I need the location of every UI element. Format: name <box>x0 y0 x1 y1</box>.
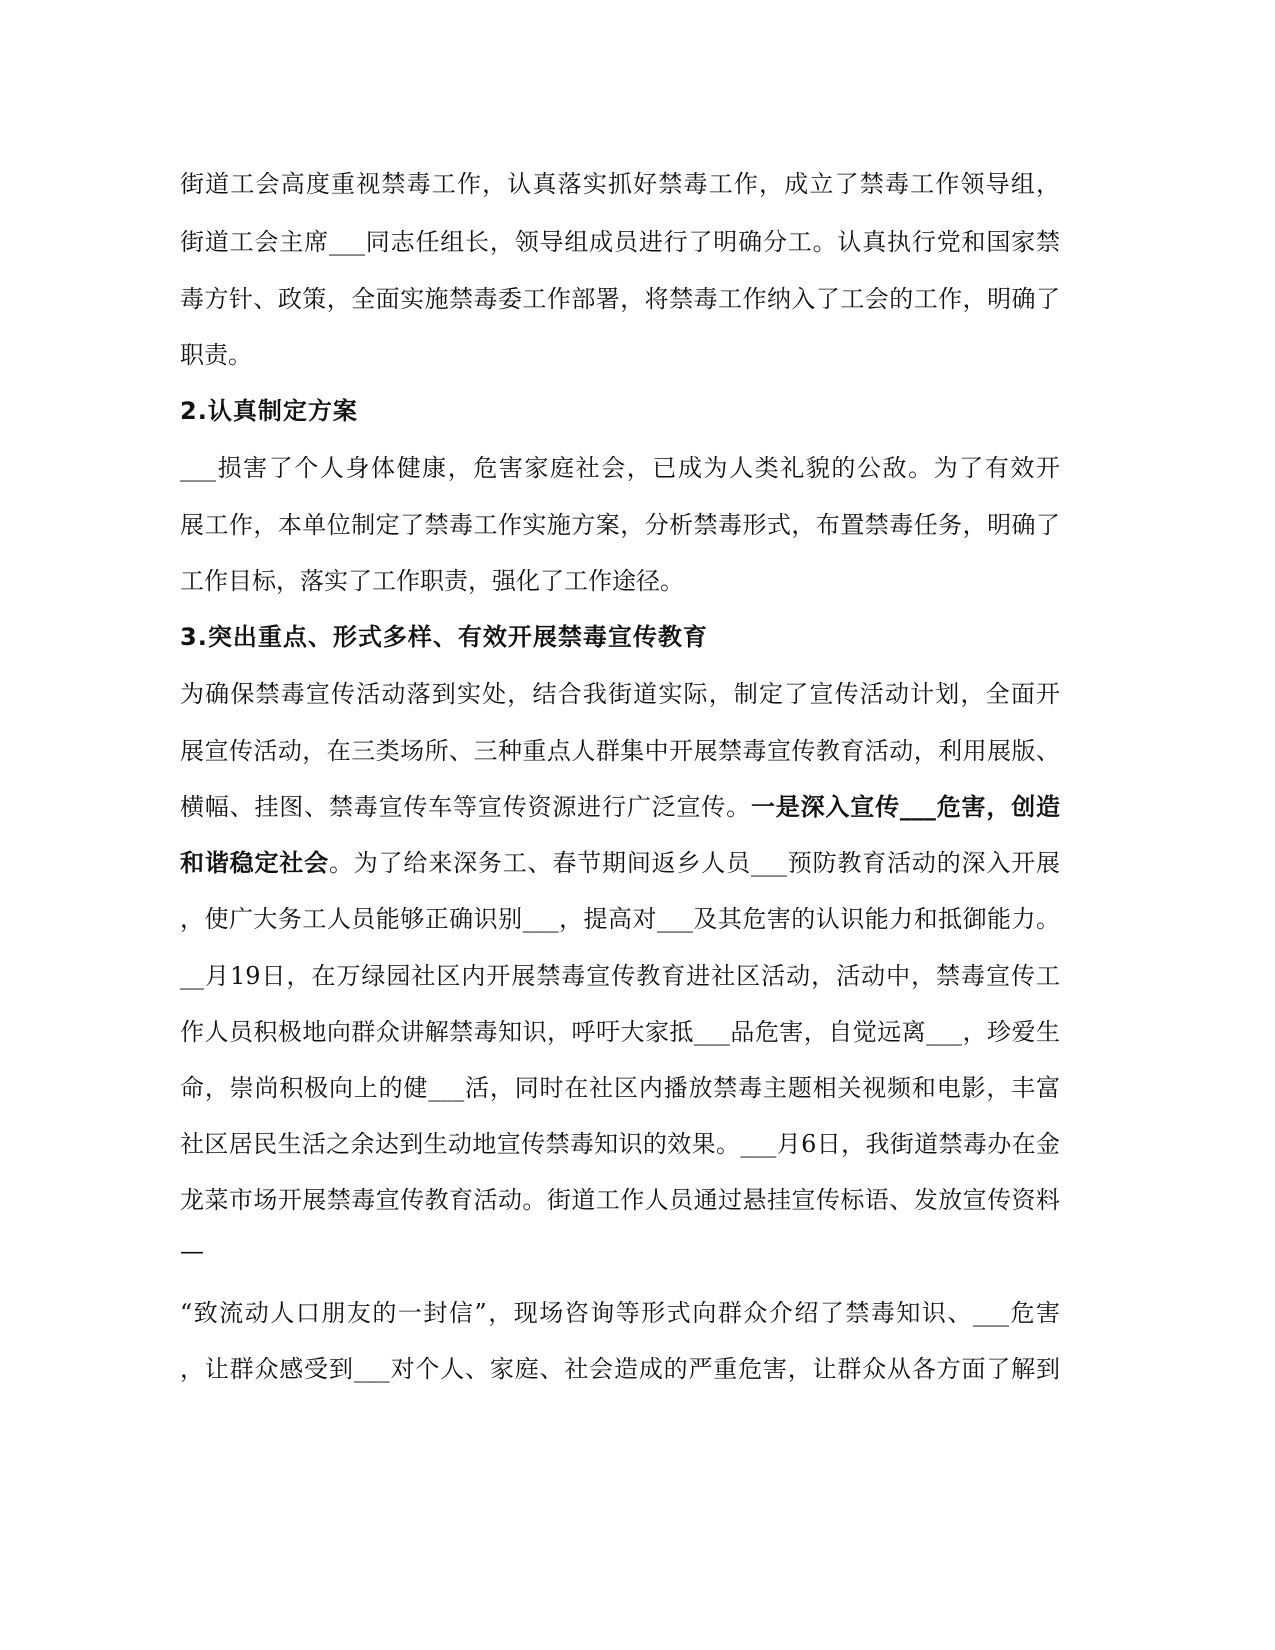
paragraph-3-line-9: 社区居民生活之余达到生动地宣传禁毒知识的效果。___月6日，我街道禁毒办在金 <box>180 1130 1060 1158</box>
section-heading-3: 3.突出重点、形式多样、有效开展禁毒宣传教育 <box>180 623 708 651</box>
section-heading-2: 2.认真制定方案 <box>180 397 358 425</box>
paragraph-2-line-3: 工作目标，落实了工作职责，强化了工作途径。 <box>180 567 684 595</box>
paragraph-3-line-4 <box>180 848 1060 878</box>
paragraph-3-line-13: ，让群众感受到___对个人、家庭、社会造成的严重危害，让群众从各方面了解到 <box>180 1355 1060 1383</box>
paragraph-3-line-12: “致流动人口朋友的一封信”，现场咨询等形式向群众介绍了禁毒知识、___危害 <box>180 1299 1060 1327</box>
paragraph-1-line-1: 街道工会高度重视禁毒工作，认真落实抓好禁毒工作，成立了禁毒工作领导组， <box>180 170 1060 198</box>
paragraph-3-line-6: __月19日，在万绿园社区内开展禁毒宣传教育进社区活动，活动中，禁毒宣传工 <box>180 962 1060 990</box>
paragraph-3-line-3-bold: 一是深入宣传___危害，创造 <box>750 792 1061 821</box>
paragraph-3-line-5: ，使广大务工人员能够正确识别___，提高对___及其危害的认识能力和抵御能力。 <box>180 905 1060 933</box>
paragraph-1-line-3: 毒方针、政策，全面实施禁毒委工作部署，将禁毒工作纳入了工会的工作，明确了 <box>180 285 1060 313</box>
paragraph-3-line-3-plain: 横幅、挂图、禁毒宣传车等宣传资源进行广泛宣传。 <box>180 793 751 821</box>
paragraph-3-line-10: 龙菜市场开展禁毒宣传教育活动。街道工作人员通过悬挂宣传标语、发放宣传资料 <box>180 1186 1060 1214</box>
paragraph-3-line-11: — <box>180 1237 204 1265</box>
paragraph-3-line-1: 为确保禁毒宣传活动落到实处，结合我街道实际，制定了宣传活动计划，全面开 <box>180 680 1060 708</box>
paragraph-3-line-8: 命，崇尚积极向上的健___活，同时在社区内播放禁毒主题相关视频和电影，丰富 <box>180 1074 1060 1102</box>
paragraph-3-line-4-bold: 和谐稳定社会 <box>180 848 329 877</box>
paragraph-1-line-4: 职责。 <box>180 341 252 369</box>
paragraph-2-line-2: 展工作，本单位制定了禁毒工作实施方案，分析禁毒形式，布置禁毒任务，明确了 <box>180 511 1060 539</box>
paragraph-1-line-2: 街道工会主席___同志任组长，领导组成员进行了明确分工。认真执行党和国家禁 <box>180 228 1060 256</box>
paragraph-3-line-4-plain: 。为了给来深务工、春节期间返乡人员___预防教育活动的深入开展 <box>328 849 1061 877</box>
paragraph-3-line-3 <box>180 792 1060 822</box>
paragraph-3-line-2: 展宣传活动，在三类场所、三种重点人群集中开展禁毒宣传教育活动，利用展版、 <box>180 737 1060 765</box>
paragraph-3-line-7: 作人员积极地向群众讲解禁毒知识，呼吁大家抵___品危害，自觉远离___，珍爱生 <box>180 1018 1060 1046</box>
paragraph-2-line-1: ___损害了个人身体健康，危害家庭社会，已成为人类礼貌的公敌。为了有效开 <box>180 454 1060 482</box>
